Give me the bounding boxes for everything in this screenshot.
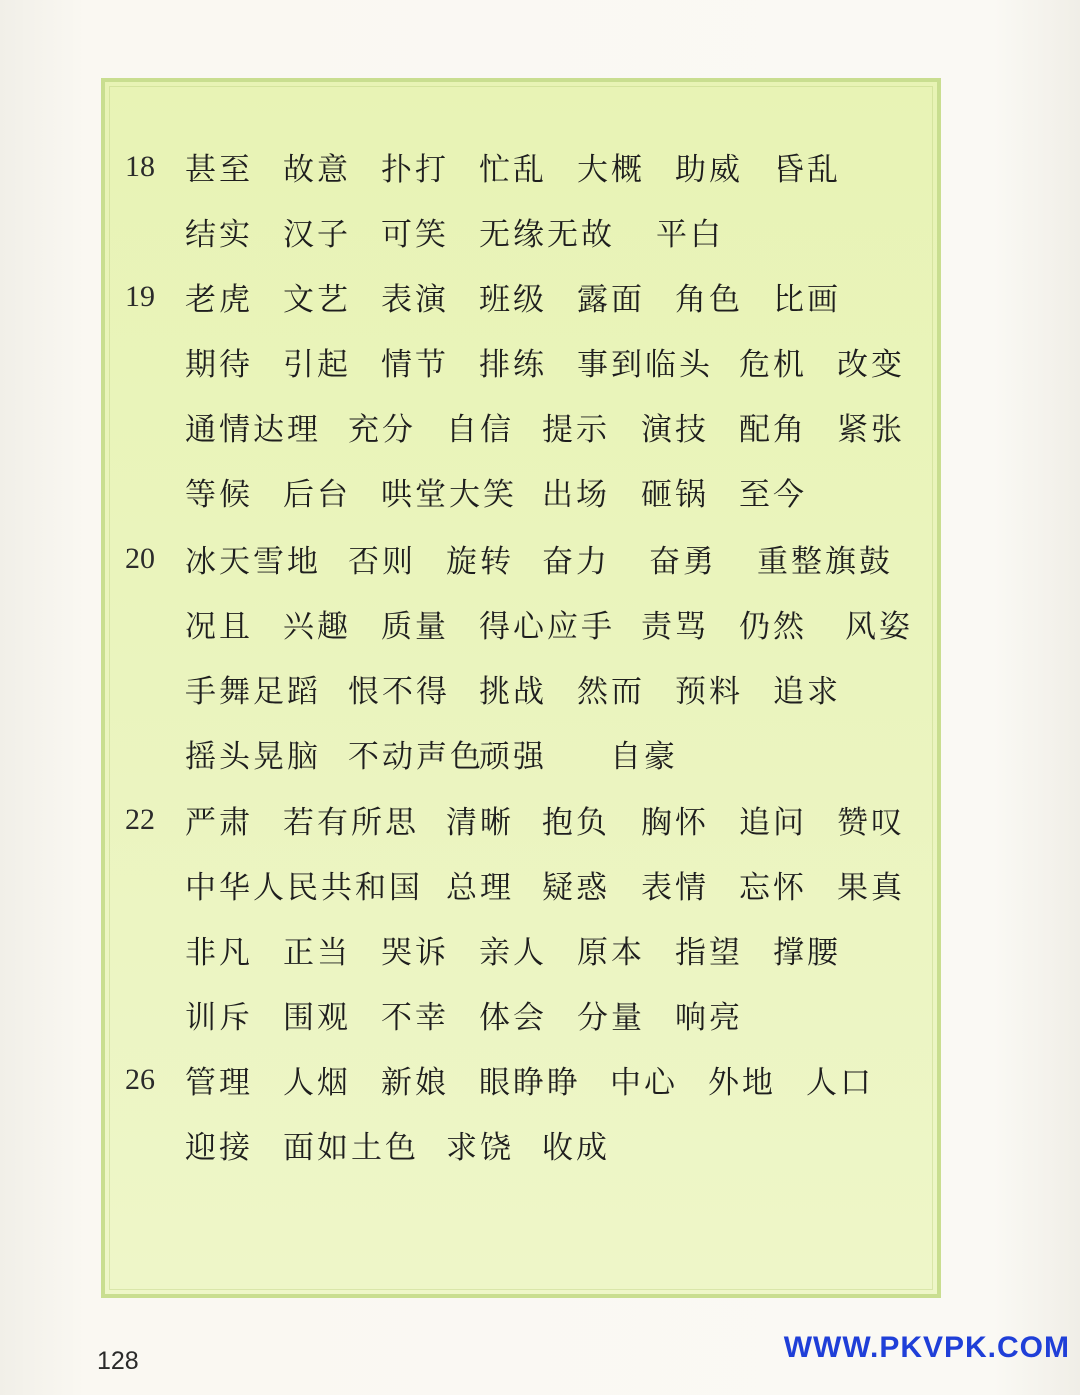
vocab-word: 恨不得 — [348, 674, 450, 710]
vocab-word: 追求 — [773, 674, 841, 710]
vocab-word: 角色 — [675, 282, 743, 318]
vocab-word: 后台 — [283, 477, 351, 513]
vocab-word: 表情 — [641, 870, 709, 906]
vocab-word: 若有所思 — [283, 805, 419, 841]
vocab-word: 指望 — [675, 935, 743, 971]
vocab-word: 奋勇 — [649, 544, 717, 580]
vocab-word: 面如土色 — [283, 1130, 419, 1166]
vocab-word: 至今 — [739, 477, 807, 513]
vocab-line — [105, 925, 937, 981]
vocab-line — [105, 990, 937, 1046]
vocab-word: 等候 — [185, 477, 253, 513]
vocab-word: 体会 — [479, 1000, 547, 1036]
vocab-word: 班级 — [479, 282, 547, 318]
vocab-word: 管理 — [185, 1065, 253, 1101]
vocab-word: 赞叹 — [837, 805, 905, 841]
vocab-word: 求饶 — [446, 1130, 514, 1166]
vocab-word: 冰天雪地 — [185, 544, 321, 580]
vocab-word: 期待 — [185, 347, 253, 383]
vocab-word: 然而 — [577, 674, 645, 710]
vocab-line — [105, 534, 937, 590]
vocab-word: 严肃 — [185, 805, 253, 841]
vocab-word: 比画 — [773, 282, 841, 318]
vocab-word: 排练 — [479, 347, 547, 383]
vocab-line — [105, 599, 937, 655]
vocab-word: 演技 — [641, 412, 709, 448]
vocab-word: 仍然 — [739, 609, 807, 645]
vocab-word: 人口 — [806, 1065, 874, 1101]
vocab-word: 新娘 — [381, 1065, 449, 1101]
vocab-word: 可笑 — [381, 217, 449, 253]
vocab-line — [105, 272, 937, 328]
vocab-word: 无缘无故 — [479, 217, 615, 253]
vocab-word: 不幸 — [381, 1000, 449, 1036]
vocab-word: 哄堂大笑 — [381, 477, 517, 513]
vocab-word: 原本 — [577, 935, 645, 971]
vocab-word: 外地 — [708, 1065, 776, 1101]
vocab-line — [105, 795, 937, 851]
vocab-word: 否则 — [348, 544, 416, 580]
vocab-word: 重整旗鼓 — [757, 544, 893, 580]
vocab-line — [105, 402, 937, 458]
lesson-number: 22 — [125, 803, 155, 836]
vocab-word: 情节 — [381, 347, 449, 383]
vocab-word: 顽强 — [479, 739, 547, 775]
vocab-word: 中心 — [610, 1065, 678, 1101]
vocab-word: 正当 — [283, 935, 351, 971]
vocab-word: 抱负 — [542, 805, 610, 841]
vocab-word: 表演 — [381, 282, 449, 318]
vocab-word: 撑腰 — [773, 935, 841, 971]
vocab-word: 疑惑 — [542, 870, 610, 906]
vocab-word: 昏乱 — [773, 152, 841, 188]
vocab-word: 文艺 — [283, 282, 351, 318]
vocab-word: 奋力 — [542, 544, 610, 580]
vocab-line — [105, 1055, 937, 1111]
lesson-number: 20 — [125, 542, 155, 575]
vocab-word: 训斥 — [185, 1000, 253, 1036]
vocab-word: 追问 — [739, 805, 807, 841]
vocab-word: 人烟 — [283, 1065, 351, 1101]
vocab-word: 结实 — [185, 217, 253, 253]
vocab-word: 紧张 — [837, 412, 905, 448]
vocab-word: 兴趣 — [283, 609, 351, 645]
vocab-word: 哭诉 — [381, 935, 449, 971]
lesson-number: 19 — [125, 280, 155, 313]
vocab-word: 提示 — [542, 412, 610, 448]
vocab-word: 汉子 — [283, 217, 351, 253]
vocab-word: 围观 — [283, 1000, 351, 1036]
vocab-word: 得心应手 — [479, 609, 615, 645]
vocab-word: 露面 — [577, 282, 645, 318]
vocab-word: 引起 — [283, 347, 351, 383]
vocab-word: 砸锅 — [641, 477, 709, 513]
vocab-word: 配角 — [739, 412, 807, 448]
lesson-number: 26 — [125, 1063, 155, 1096]
vocab-word: 预料 — [675, 674, 743, 710]
lesson-number: 18 — [125, 150, 155, 183]
vocab-word: 大概 — [577, 152, 645, 188]
vocab-line — [105, 207, 937, 263]
vocab-word: 收成 — [542, 1130, 610, 1166]
vocab-word: 忙乱 — [479, 152, 547, 188]
vocab-line — [105, 860, 937, 916]
vocab-word: 出场 — [542, 477, 610, 513]
vocab-word: 通情达理 — [185, 412, 321, 448]
vocab-word: 挑战 — [479, 674, 547, 710]
vocab-line — [105, 664, 937, 720]
vocab-word: 甚至 — [185, 152, 253, 188]
vocab-line — [105, 142, 937, 198]
vocab-word: 眼睁睁 — [479, 1065, 581, 1101]
vocabulary-panel — [101, 78, 941, 1298]
vocab-word: 责骂 — [641, 609, 709, 645]
vocab-word: 况且 — [185, 609, 253, 645]
vocab-word: 旋转 — [446, 544, 514, 580]
vocab-word: 总理 — [446, 870, 514, 906]
vocab-word: 扑打 — [381, 152, 449, 188]
vocab-word: 质量 — [381, 609, 449, 645]
vocab-word: 清晰 — [446, 805, 514, 841]
vocab-word: 亲人 — [479, 935, 547, 971]
vocab-word: 忘怀 — [739, 870, 807, 906]
vocab-word: 非凡 — [185, 935, 253, 971]
vocab-word: 自信 — [446, 412, 514, 448]
vocab-line — [105, 467, 937, 523]
vocab-word: 中华人民共和国 — [185, 870, 423, 906]
vocab-word: 平白 — [656, 217, 724, 253]
vocab-word: 危机 — [739, 347, 807, 383]
vocab-word: 老虎 — [185, 282, 253, 318]
page-number: 128 — [97, 1347, 139, 1375]
vocab-line — [105, 337, 937, 393]
vocab-line — [105, 1120, 937, 1176]
vocab-word: 助威 — [675, 152, 743, 188]
vocab-word: 不动声色 — [348, 739, 484, 775]
vocab-word: 手舞足蹈 — [185, 674, 321, 710]
vocab-word: 响亮 — [675, 1000, 743, 1036]
vocab-word: 风姿 — [845, 609, 913, 645]
vocab-word: 摇头晃脑 — [185, 739, 321, 775]
vocab-word: 事到临头 — [577, 347, 713, 383]
watermark: WWW.PKVPK.COM — [783, 1331, 1070, 1364]
vocab-word: 胸怀 — [641, 805, 709, 841]
vocab-word: 故意 — [283, 152, 351, 188]
vocab-word: 分量 — [577, 1000, 645, 1036]
vocab-word: 改变 — [837, 347, 905, 383]
vocab-word: 果真 — [837, 870, 905, 906]
vocab-word: 充分 — [348, 412, 416, 448]
vocab-word: 自豪 — [610, 739, 678, 775]
vocab-line — [105, 729, 937, 785]
vocab-word: 迎接 — [185, 1130, 253, 1166]
